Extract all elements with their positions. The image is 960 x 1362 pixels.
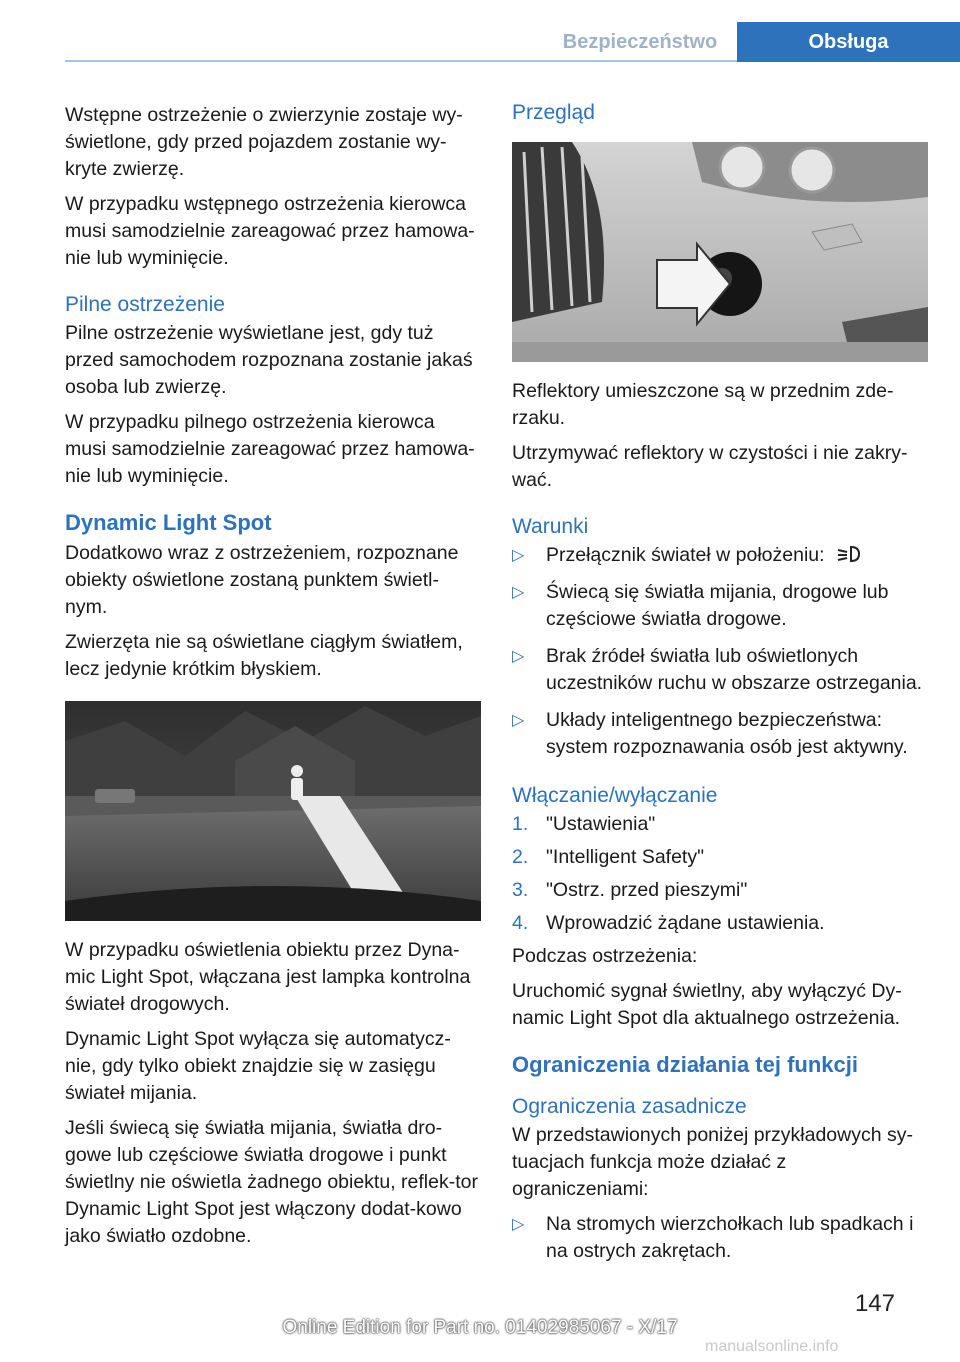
chapter-tab[interactable]: Obsługa (737, 22, 960, 62)
steps-list (512, 811, 928, 937)
paragraph: W przedstawionych poniżej przykładowych sy-tuacjach funkcja może działać z ograniczeniami: (512, 1124, 913, 1200)
paragraph: Wstępne ostrzeżenie o zwierzynie zostaje wy-świetlone, gdy przed pojazdem zostanie wy-kryte zwierzę. (65, 104, 463, 180)
headlight-symbol-icon (834, 544, 862, 564)
heading-przeglad: Przegląd (512, 101, 595, 124)
heading-wlaczanie: Włączanie/wyłączanie (512, 784, 718, 807)
paragraph: Podczas ostrzeżenia: (512, 945, 698, 967)
list-item: 1. "Ustawienia" (512, 813, 656, 835)
edition-footer: Online Edition for Part no. 01402985067 - X/17 (282, 1317, 678, 1338)
triangle-right-icon: ▷ (512, 547, 525, 564)
paragraph: Pilne ostrzeżenie wyświetlane jest, gdy tuż przed samochodem rozpoznana zostanie jakaś osoba lub zwierzę. (65, 322, 473, 398)
heading-ograniczenia-zasadnicze: Ograniczenia zasadnicze (512, 1095, 747, 1118)
list-item: 4. Wprowadzić żądane ustawienia. (512, 912, 825, 934)
night-road-figure (65, 701, 481, 921)
section-tab[interactable]: Bezpieczeństwo (562, 31, 718, 53)
paragraph: Utrzymywać reflektory w czystości i nie zakry-wać. (512, 442, 908, 491)
right-column (512, 98, 928, 1275)
paragraph: Dynamic Light Spot wyłącza się automatycz-nie, gdy tylko obiekt znajdzie się w zasięgu świateł mijania. (65, 1028, 451, 1104)
triangle-right-icon: ▷ (512, 648, 525, 665)
list-item: 3. "Ostrz. przed pieszymi" (512, 879, 748, 901)
headlight-bumper-figure (512, 142, 928, 362)
paragraph: Reflektory umieszczone są w przednim zde-rzaku. (512, 380, 894, 429)
paragraph: W przypadku oświetlenia obiektu przez Dyna-mic Light Spot, włączana jest lampka kontrolna świateł drogowych. (65, 939, 471, 1015)
triangle-right-icon: ▷ (512, 712, 525, 729)
conditions-list (512, 542, 928, 761)
paragraph: W przypadku pilnego ostrzeżenia kierowca musi samodzielnie zareagować przez hamowa-nie lub wyminięcie. (65, 411, 475, 487)
paragraph: Jeśli świecą się światła mijania, światła dro-gowe lub częściowe światła drogowe i punkt świetlny nie oświetla żadnego obiektu, reflek-tor Dynamic Light Spot jest włączony dodat-kowo jako światło ozdobne. (65, 1117, 478, 1247)
triangle-right-icon: ▷ (512, 1216, 525, 1233)
list-item: ▷ Świecą się światła mijania, drogowe lub częściowe światła drogowe. (512, 579, 928, 633)
list-item: ▷ Na stromych wierzchołkach lub spadkach i na ostrych zakrętach. (512, 1211, 928, 1265)
paragraph: Dodatkowo wraz z ostrzeżeniem, rozpoznane obiekty oświetlone zostaną punktem świetl-nym. (65, 542, 459, 618)
list-item: ▷ Układy inteligentnego bezpieczeństwa: system rozpoznawania osób jest aktywny. (512, 707, 928, 761)
list-item: 2. "Intelligent Safety" (512, 846, 705, 868)
heading-warunki: Warunki (512, 515, 589, 538)
heading-dynamic-light-spot: Dynamic Light Spot (65, 510, 272, 535)
watermark: manualsonline.info (705, 1338, 839, 1355)
heading-pilne-ostrzezenie: Pilne ostrzeżenie (65, 293, 225, 316)
page-number: 147 (854, 1290, 895, 1317)
paragraph: Zwierzęta nie są oświetlane ciągłym światłem, lecz jedynie krótkim błyskiem. (65, 631, 463, 680)
list-item: ▷ Brak źródeł światła lub oświetlonych uczestników ruchu w obszarze ostrzegania. (512, 643, 928, 697)
paragraph: W przypadku wstępnego ostrzeżenia kierowca musi samodzielnie zareagować przez hamowa-nie lub wyminięcie. (65, 193, 475, 269)
list-item: ▷ Przełącznik świateł w położeniu: (512, 542, 928, 569)
heading-ograniczenia: Ograniczenia działania tej funkcji (512, 1052, 858, 1077)
left-column (65, 102, 481, 1258)
triangle-right-icon: ▷ (512, 584, 525, 601)
paragraph: Uruchomić sygnał świetlny, aby wyłączyć Dy-namic Light Spot dla aktualnego ostrzeżenia. (512, 980, 902, 1029)
